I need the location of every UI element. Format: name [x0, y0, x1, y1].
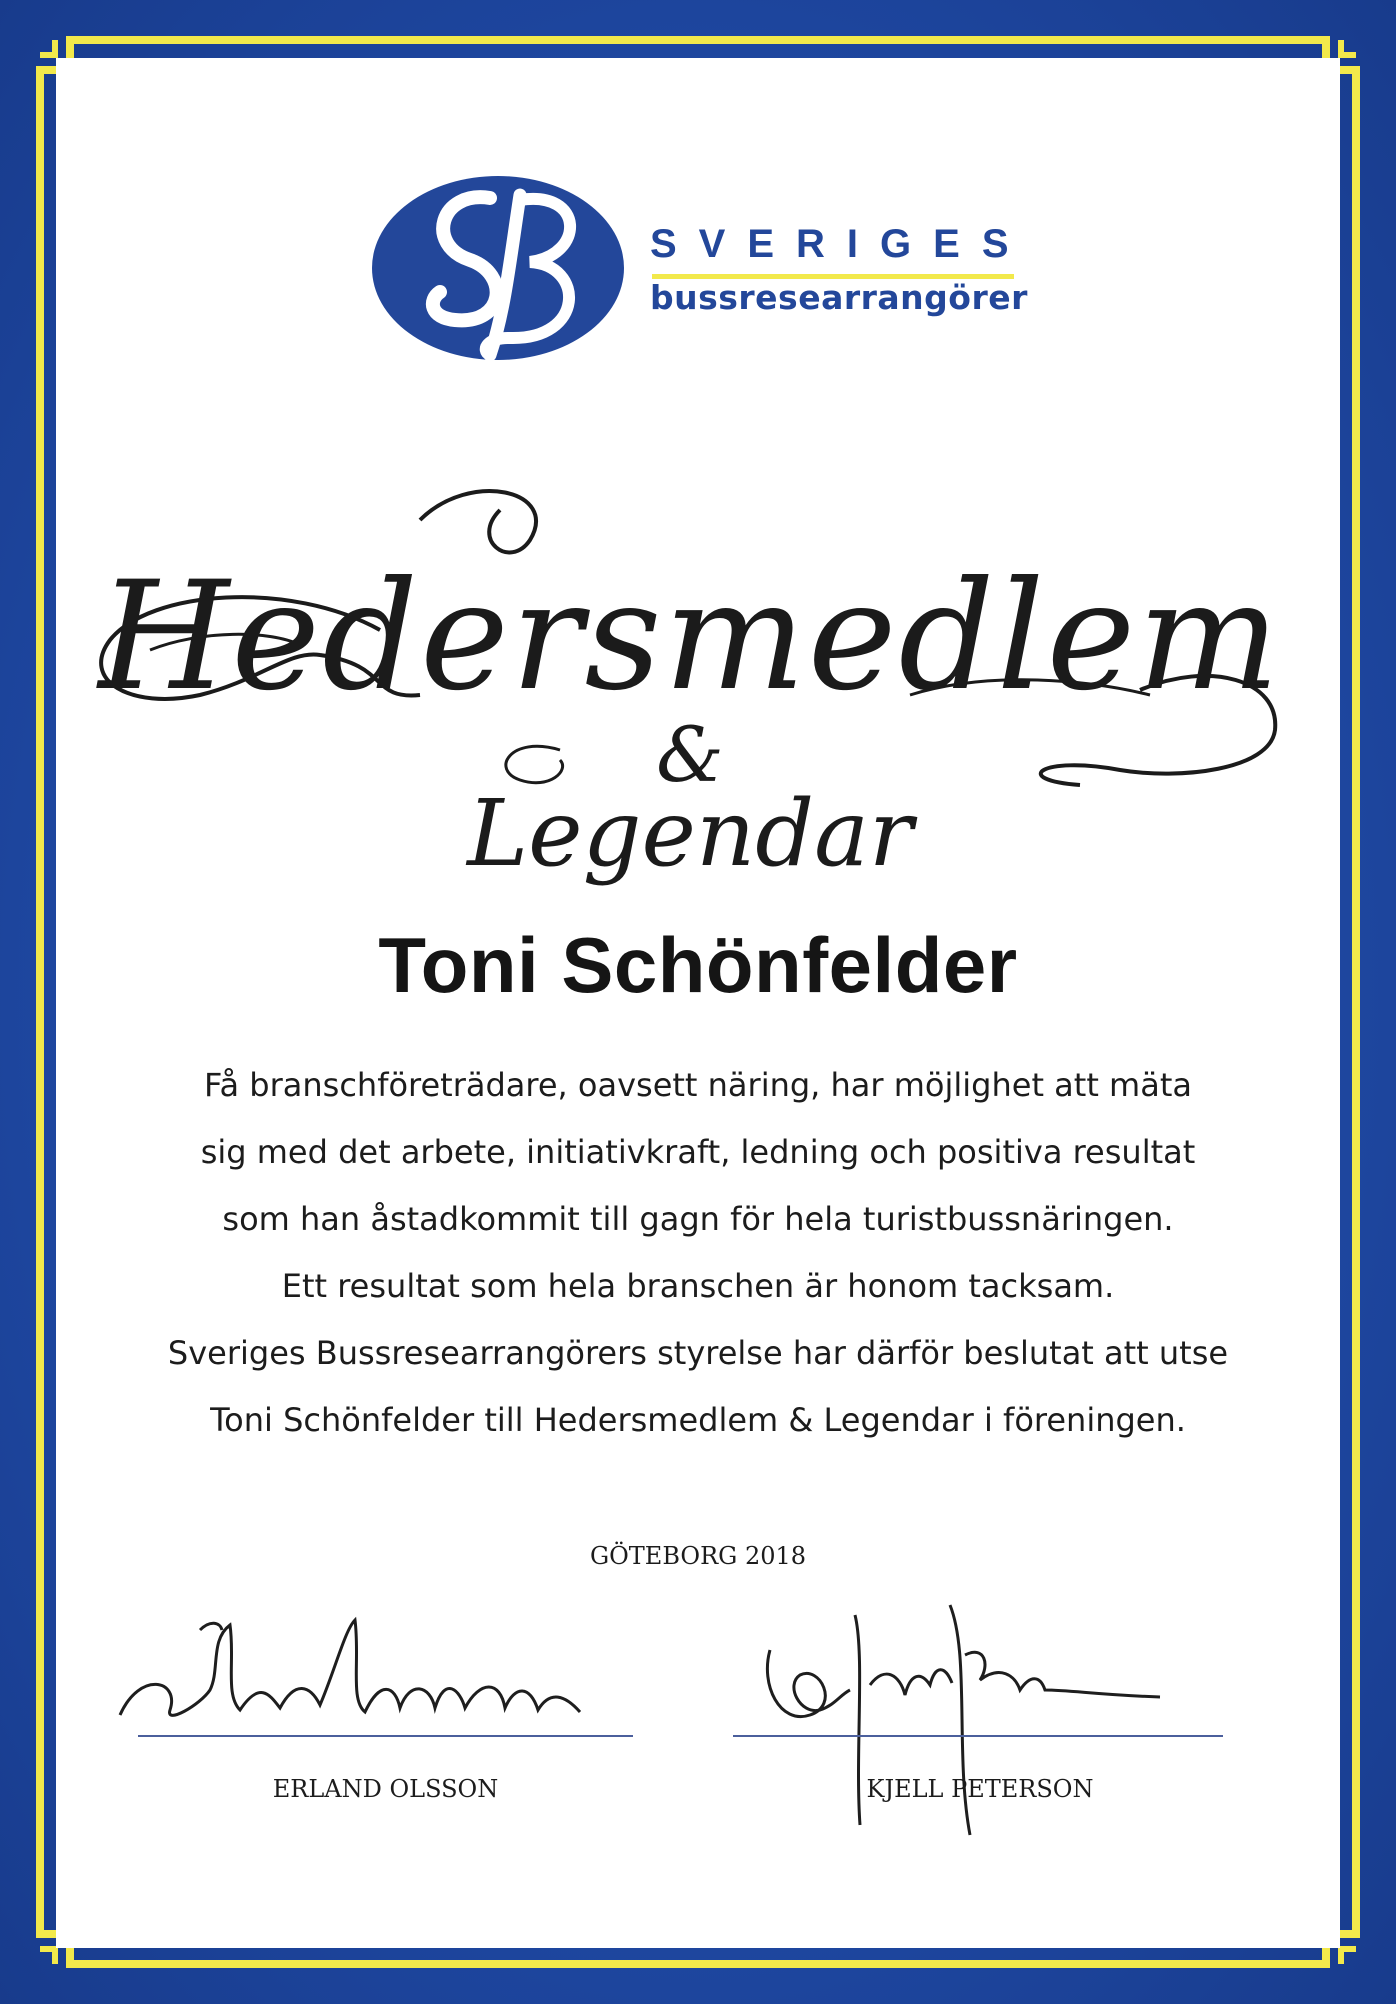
- certificate-title: [90, 480, 1290, 900]
- citation-line: som han åstadkommit till gagn för hela turistbussnäringen.: [222, 1200, 1174, 1238]
- signatory-name-1: ERLAND OLSSON: [272, 1775, 499, 1803]
- citation-line: Ett resultat som hela branschen är honom tacksam.: [281, 1267, 1115, 1305]
- signature-erland-olsson: [110, 1600, 630, 1740]
- title-hedersmedlem: Hedersmedlem: [98, 550, 1282, 724]
- recipient-name: Toni Schönfelder: [378, 921, 1018, 1009]
- place-and-year: GÖTEBORG 2018: [589, 1542, 807, 1570]
- citation-line: Få branschföreträdare, oavsett näring, har möjlighet att mäta: [204, 1066, 1192, 1104]
- title-legendar: Legendar: [467, 780, 913, 887]
- signature-line-2: [733, 1735, 1223, 1737]
- sb-monogram-emblem: [370, 150, 650, 390]
- citation-line: Sveriges Bussresearrangörers styrelse har därför beslutat att utse: [167, 1334, 1229, 1372]
- svg-text:SB: SB: [370, 150, 372, 151]
- signature-line-1: [138, 1735, 633, 1737]
- brand-name-line2: bussresearrangörer: [650, 278, 1028, 317]
- organization-logo: [370, 150, 1031, 390]
- signatory-name-2: KJELL PETERSON: [866, 1775, 1094, 1803]
- citation-text: [0, 1052, 1396, 1454]
- title-ampersand: &: [656, 710, 724, 799]
- brand-name-line1: SVERIGES: [650, 222, 1031, 266]
- citation-line: sig med det arbete, initiativkraft, ledning och positiva resultat: [200, 1133, 1196, 1171]
- citation-line: Toni Schönfelder till Hedersmedlem & Legendar i föreningen.: [210, 1401, 1186, 1439]
- signature-kjell-peterson: [740, 1595, 1180, 1845]
